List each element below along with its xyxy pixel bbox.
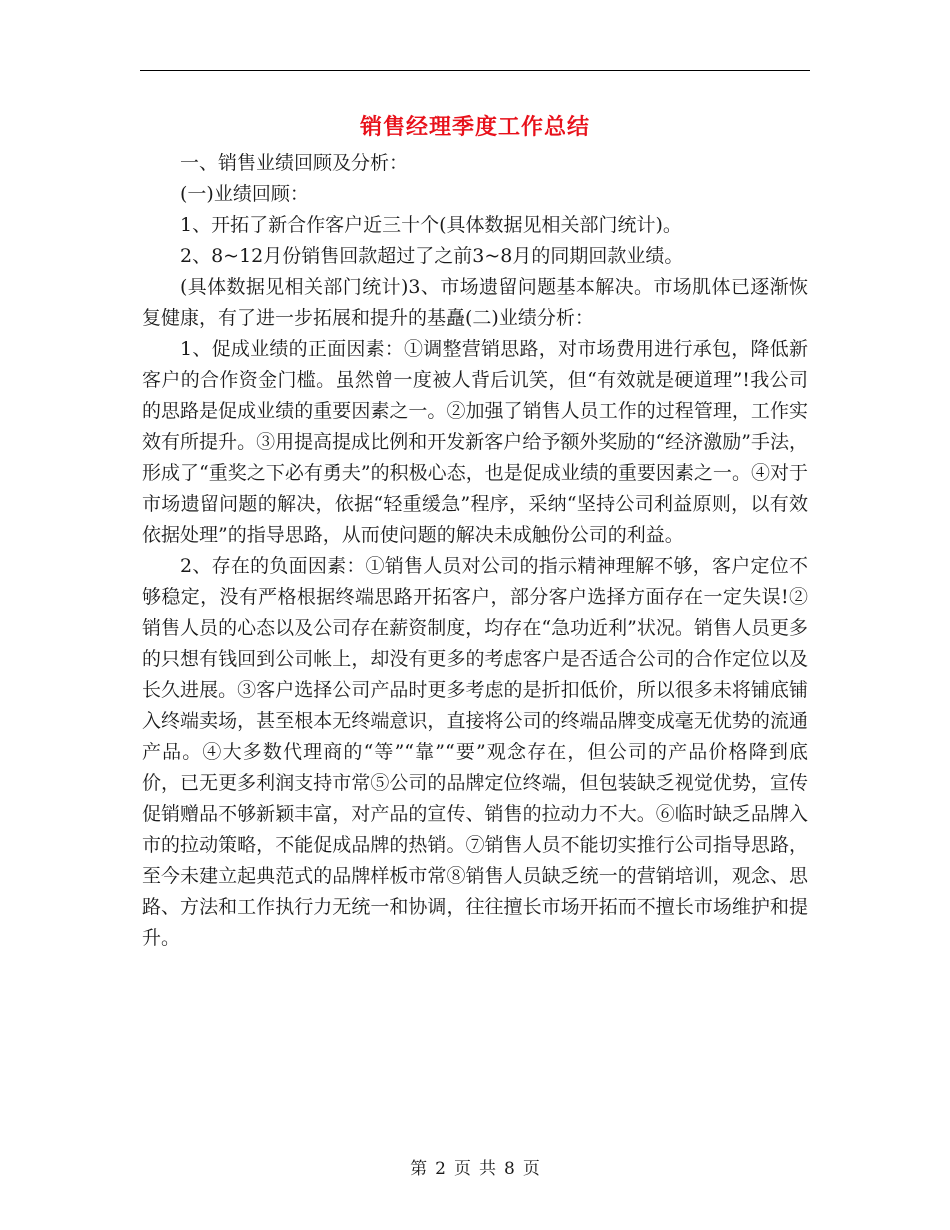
document-title: 销售经理季度工作总结: [359, 114, 590, 140]
footer-total-prefix: 共: [479, 1159, 496, 1179]
document-body: [142, 148, 808, 954]
total-page-number: 8: [504, 1159, 515, 1179]
paragraph: 2、8~12月份销售回款超过了之前3~8月的同期回款业绩。: [180, 245, 684, 267]
paragraph: 1、促成业绩的正面因素：①调整营销思路，对市场费用进行承包，降低新客户的合作资金门槛。虽然曾一度被人背后讥笑，但“有效就是硬道理”!我公司的思路是促成业绩的重要因素之一。②加强了销售人员工作的过程管理，工作实效有所提升。③用提高提成比例和开发新客户给予额外奖励的“经济激励”手法，形成了“重奖之下必有勇夫”的积极心态，也是促成业绩的重要因素之一。④对于市场遗留问题的解决，依据“轻重缓急”程序，采纳“坚持公司利益原则，以有效依据处理”的指导思路，从而使问题的解决未成触份公司的利益。: [142, 338, 808, 546]
paragraph: (具体数据见相关部门统计)3、市场遗留问题基本解决。市场肌体已逐渐恢复健康，有了进一步拓展和提升的基矗(二)业绩分析：: [142, 276, 808, 329]
paragraph: 1、开拓了新合作客户近三十个(具体数据见相关部门统计)。: [180, 214, 682, 236]
paragraph: (一)业绩回顾：: [180, 183, 309, 205]
current-page-number: 2: [435, 1159, 446, 1179]
footer-total-unit: 页: [522, 1159, 540, 1179]
footer-prefix: 第: [410, 1159, 428, 1179]
paragraph: 2、存在的负面因素：①销售人员对公司的指示精神理解不够，客户定位不够稳定，没有严格根据终端思路开拓客户，部分客户选择方面存在一定失误!② 销售人员的心态以及公司存在薪资制度，均存在“急功近利”状况。销售人员更多的只想有钱回到公司帐上，却没有更多的考虑客户是否适合公司的合作定位以及长久进展。③客户选择公司产品时更多考虑的是折扣低价，所以很多未将铺底铺入终端卖场，甚至根本无终端意识，直接将公司的终端品牌变成毫无优势的流通产品。④大多数代理商的“等”“靠”“要”观念存在，但公司的产品价格降到底价，已无更多利润支持市常⑤公司的品牌定位终端，但包装缺乏视觉优势，宣传促销赠品不够新颖丰富，对产品的宣传、销售的拉动力不大。⑥临时缺乏品牌入市的拉动策略，不能促成品牌的热销。⑦销售人员不能切实推行公司指导思路，至今未建立起典范式的品牌样板市常⑧销售人员缺乏统一的营销培训，观念、思路、方法和工作执行力无统一和协调，往往擅长市场开拓而不擅长市场维护和提升。: [142, 555, 808, 949]
header-rule: [140, 70, 810, 71]
paragraph: 一、销售业绩回顾及分析：: [180, 152, 409, 174]
page-footer: [0, 1154, 950, 1179]
footer-page-unit: 页: [454, 1159, 471, 1179]
